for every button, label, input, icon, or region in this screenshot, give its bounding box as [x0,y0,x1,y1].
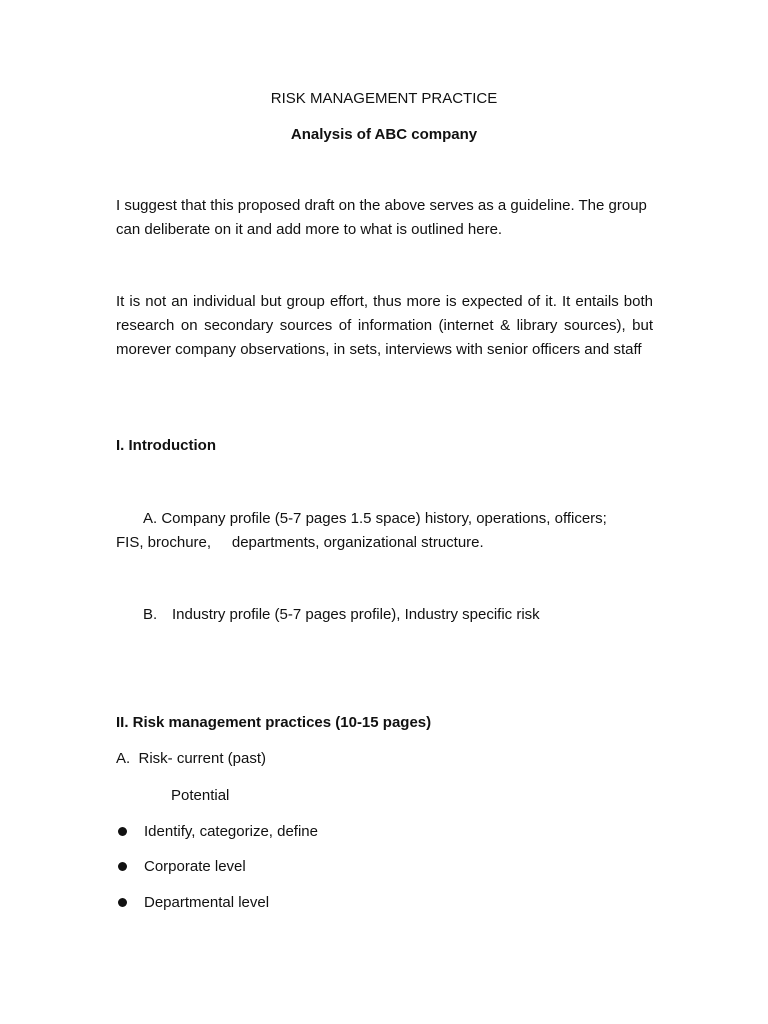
bullet-item-2: Corporate level [144,858,246,875]
section-2-potential: Potential [171,787,230,804]
section-1-heading: I. Introduction [116,437,216,454]
bullet-item-3: Departmental level [144,894,270,911]
section-1-item-a-line-2: FIS, brochure, departments, organizational structure. [116,534,484,551]
intro-paragraph-1: I suggest that this proposed draft on the above serves as a guideline. The group can deliberate on it and add more to what is outlined here. [116,197,647,238]
section-2-heading: II. Risk management practices (10-15 pages) [116,714,432,731]
bullet-icon [118,827,127,836]
section-1-item-a-line-1: A. Company profile (5-7 pages 1.5 space) history, operations, officers; [143,510,607,527]
section-2-item-a: A. Risk- current (past) [116,750,267,767]
intro-paragraph-2: It is not an individual but group effort, thus more is expected of it. It entails both research on secondary sources of information (internet & library sources), but morever company observations, in sets, interviews with senior officers and staff [116,293,653,358]
bullet-icon [118,898,127,907]
bullet-item-1: Identify, categorize, define [144,823,318,840]
section-1-item-b-label: B. [143,606,158,623]
bullet-icon [118,862,127,871]
section-1-item-b-text: Industry profile (5-7 pages profile), Industry specific risk [172,606,540,623]
document-subtitle: Analysis of ABC company [290,126,478,143]
document-title: RISK MANAGEMENT PRACTICE [270,90,498,107]
